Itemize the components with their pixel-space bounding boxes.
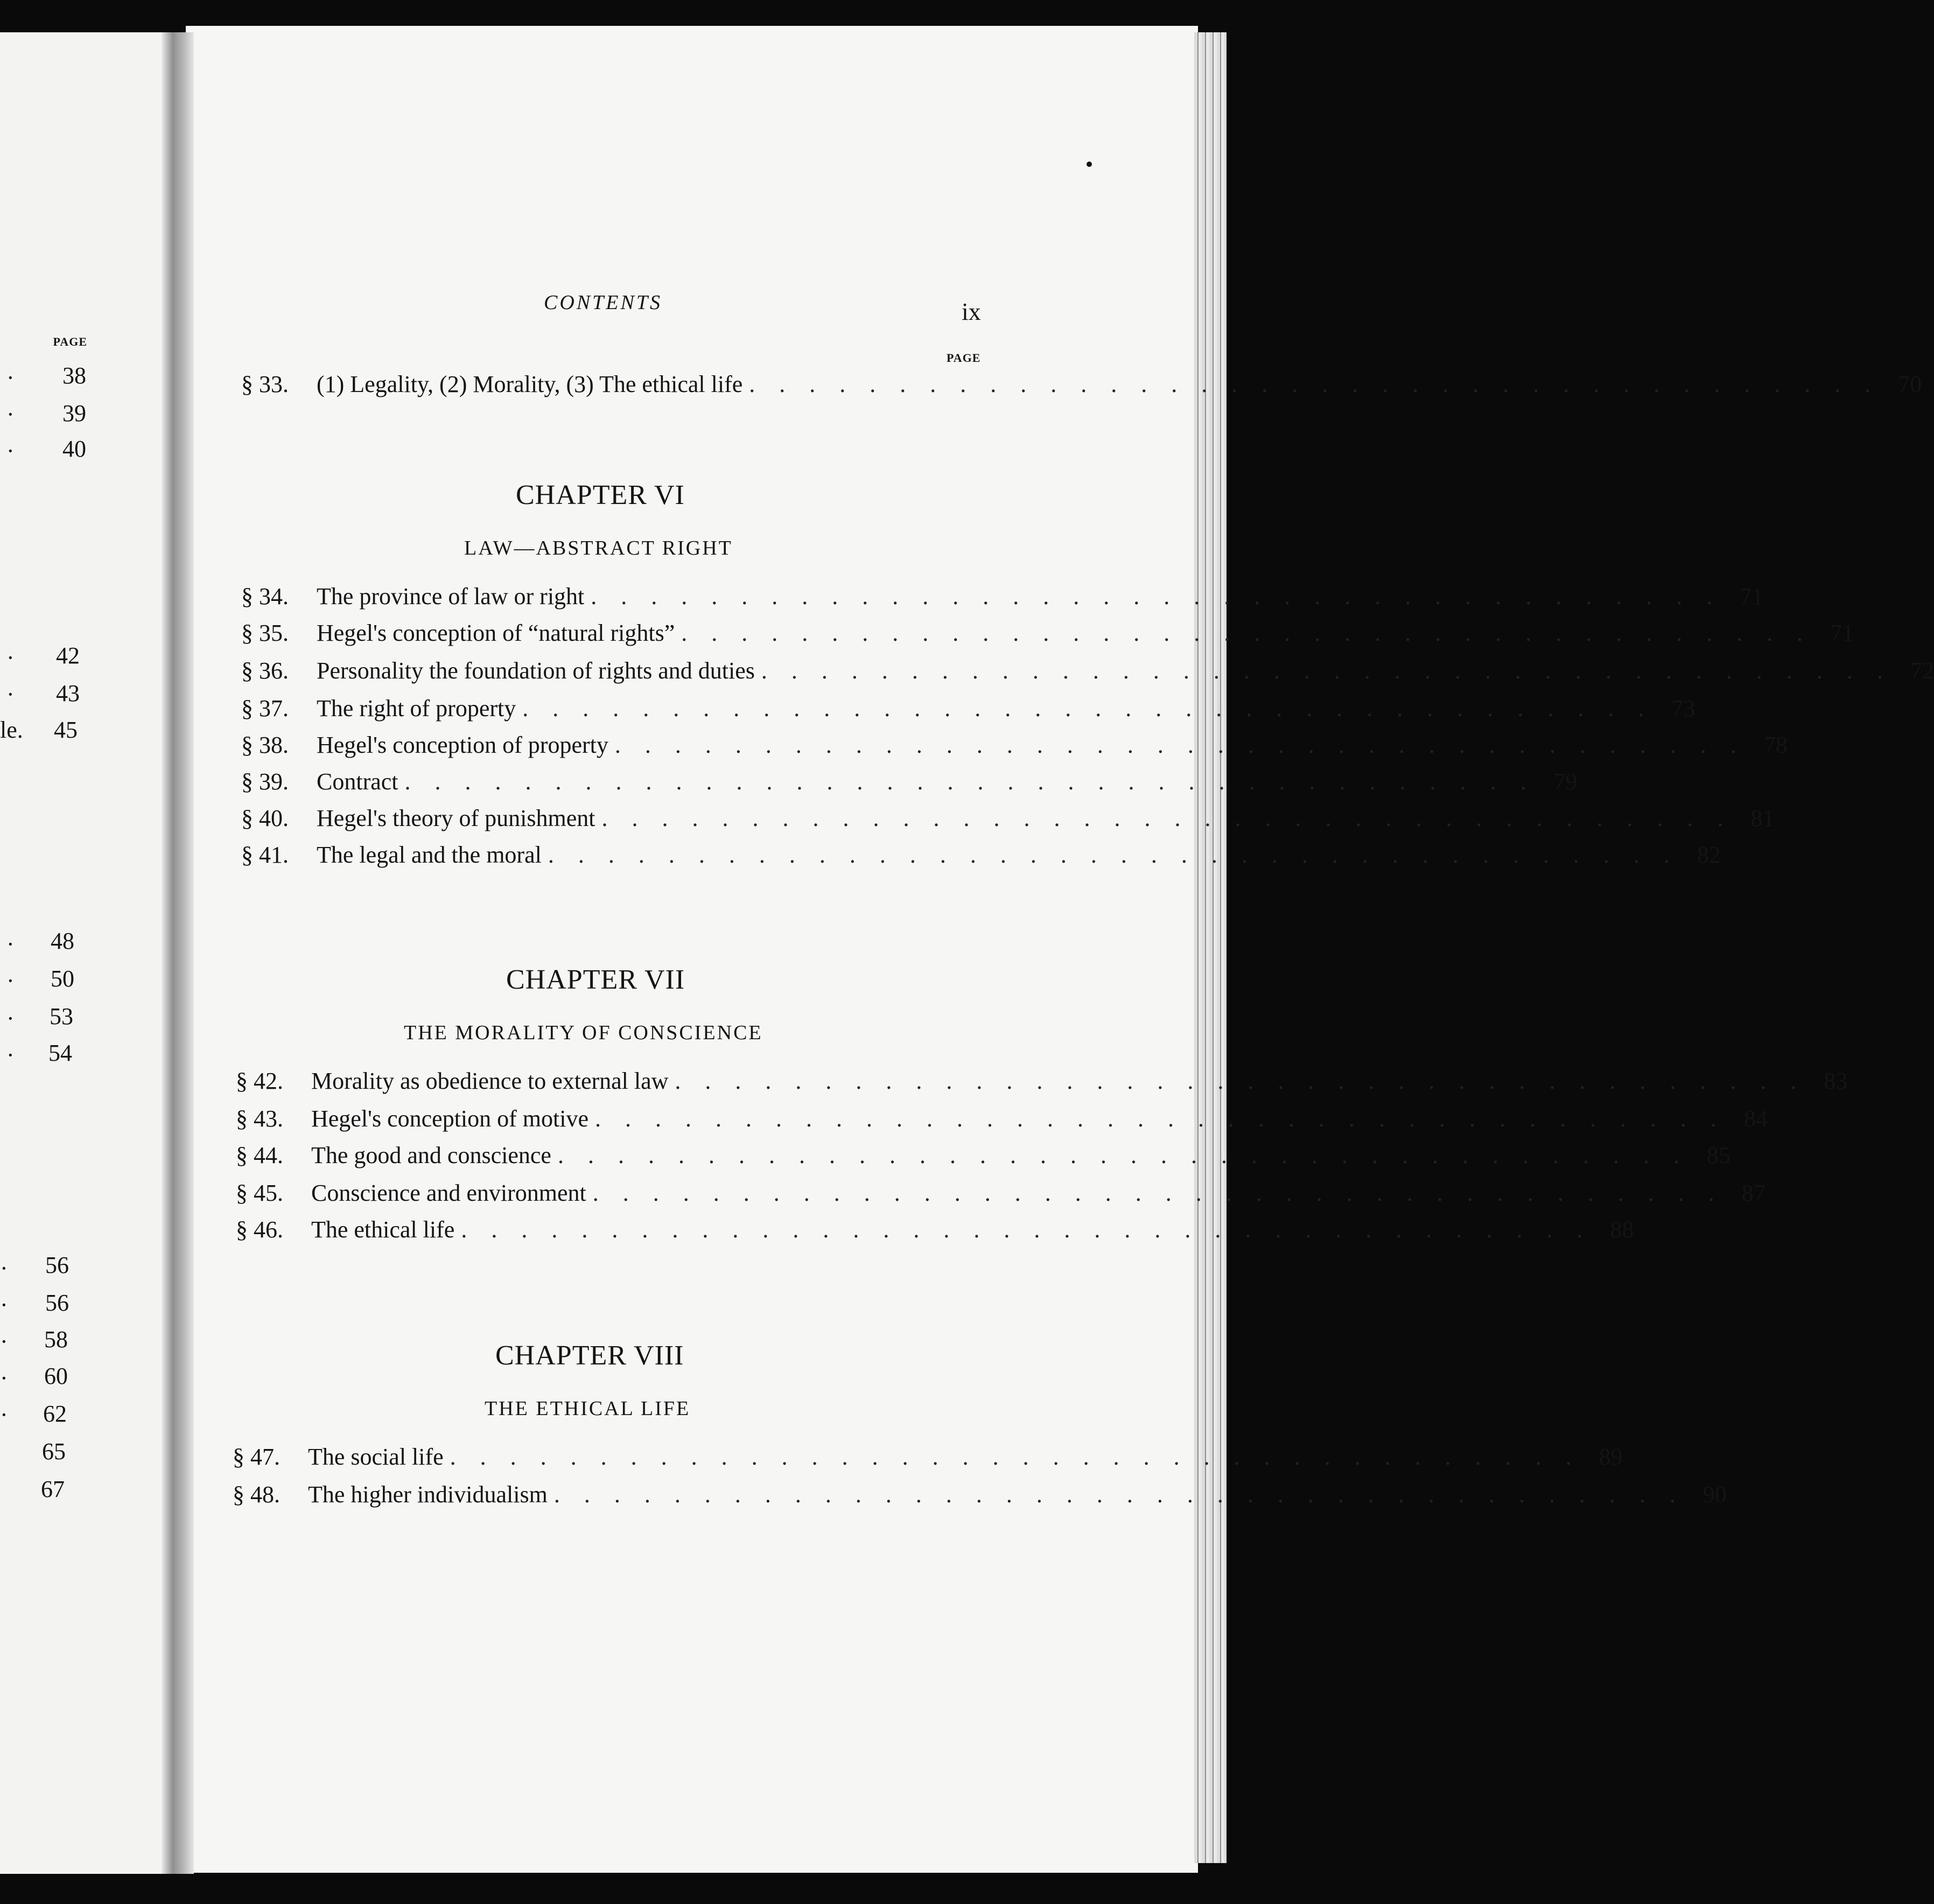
page-number: 90 (1702, 1481, 1727, 1508)
toc-entry (236, 1179, 1765, 1207)
section-number: § 42. (236, 1068, 283, 1094)
entry-title: The legal and the moral (317, 842, 542, 868)
leader-dot: · (6, 968, 15, 994)
page-number: 73 (1671, 695, 1695, 722)
toc-entry (236, 1216, 1634, 1243)
dot-leader: . . . . . . . . . . . . . . . . . . . . . . . . . . . . . . . . . . . . . . (601, 805, 1733, 831)
leader-dot: · (6, 681, 15, 708)
page-number: 85 (1706, 1142, 1730, 1168)
leader-dot: · (6, 1005, 15, 1032)
leader-dot: · (6, 931, 15, 957)
toc-entry (241, 583, 1764, 610)
print-speck (1087, 162, 1092, 167)
section-number: § 44. (236, 1142, 283, 1168)
toc-entry (241, 768, 1578, 795)
leader-dot: · (0, 1328, 8, 1355)
left-page-content (0, 0, 171, 1904)
page-number: 84 (1744, 1105, 1768, 1132)
page-number: 81 (1750, 805, 1775, 831)
dot-leader: . . . . . . . . . . . . . . . . . . . . . . . . . . . . . . . . . . . . . . (675, 1068, 1806, 1094)
left-page-number: 42 (56, 642, 80, 669)
entry-title: The right of property (317, 695, 516, 722)
entry-title: Hegel's conception of “natural rights” (317, 620, 675, 646)
section-number: § 47. (233, 1444, 280, 1470)
left-page-number: 38 (62, 362, 86, 389)
entry-title: Hegel's conception of motive (311, 1105, 589, 1132)
entry-title: Morality as obedience to external law (311, 1068, 669, 1094)
chapter-title: CHAPTER VIII (495, 1340, 684, 1371)
entry-title: Personality the foundation of rights and duties (317, 657, 755, 684)
entry-title: Hegel's theory of punishment (317, 805, 595, 831)
running-title: CONTENTS (544, 291, 662, 314)
section-number: § 34. (241, 583, 289, 610)
toc-entry (233, 1481, 1727, 1508)
entry-title: Hegel's conception of property (317, 732, 608, 758)
toc-entry (236, 1142, 1730, 1169)
toc-entry (241, 370, 1922, 398)
entry-title: The ethical life (311, 1216, 455, 1243)
toc-entry (236, 1067, 1848, 1095)
section-number: § 36. (241, 657, 289, 684)
page-number: 78 (1763, 732, 1788, 758)
left-page-number: 39 (62, 400, 86, 426)
leader-dot: · (6, 401, 15, 428)
dot-leader: . . . . . . . . . . . . . . . . . . . . . . . . . . . . . . . . . . . . . . (404, 768, 1536, 795)
leader-dot: · (6, 438, 15, 464)
section-number: § 40. (241, 805, 289, 831)
dot-leader: . . . . . . . . . . . . . . . . . . . . . . . . . . . . . . . . . . . . . . (749, 371, 1880, 397)
chapter-subtitle: LAW—ABSTRACT RIGHT (464, 537, 733, 559)
entry-title: Conscience and environment (311, 1180, 586, 1206)
page-edges (1194, 32, 1227, 1863)
page-number: 79 (1553, 768, 1578, 795)
leader-dot: · (0, 1292, 8, 1318)
left-page-number: 53 (50, 1003, 73, 1030)
dot-leader: . . . . . . . . . . . . . . . . . . . . . . . . . . . . . . . . . . . . . . (592, 1180, 1723, 1206)
left-page-number: 54 (48, 1040, 72, 1066)
dot-leader: . . . . . . . . . . . . . . . . . . . . . . . . . . . . . . . . . . . . . . (595, 1105, 1726, 1132)
dot-leader: . . . . . . . . . . . . . . . . . . . . . . . . . . . . . . . . . . . . . . (450, 1444, 1581, 1470)
dot-leader: . . . . . . . . . . . . . . . . . . . . . . . . . . . . . . . . . . . . . . (591, 583, 1722, 610)
toc-entry (241, 804, 1775, 832)
page-number: 82 (1697, 842, 1721, 868)
page-folio: ix (962, 298, 981, 325)
dot-leader: . . . . . . . . . . . . . . . . . . . . . . . . . . . . . . . . . . . . . . (761, 657, 1892, 684)
entry-title: The province of law or right (317, 583, 585, 610)
page-number: 71 (1740, 583, 1764, 610)
left-page-number: 65 (42, 1438, 66, 1465)
toc-entry (241, 695, 1695, 722)
dot-leader: . . . . . . . . . . . . . . . . . . . . . . . . . . . . . . . . . . . . . . (553, 1481, 1685, 1508)
entry-title: (1) Legality, (2) Morality, (3) The ethical life (317, 371, 743, 397)
page-number: 70 (1898, 371, 1922, 397)
toc-entry (233, 1443, 1623, 1471)
dot-leader: . . . . . . . . . . . . . . . . . . . . . . . . . . . . . . . . . . . . . . (681, 620, 1812, 646)
toc-entry (241, 619, 1854, 647)
chapter-subtitle: THE MORALITY OF CONSCIENCE (404, 1021, 763, 1044)
chapter-title: CHAPTER VII (506, 964, 685, 995)
section-number: § 48. (233, 1481, 280, 1508)
left-page-number: 48 (51, 928, 74, 954)
left-page-number: 58 (44, 1326, 68, 1353)
leader-dot: · (0, 1402, 8, 1428)
page-column-label: PAGE (947, 351, 981, 365)
entry-title: The higher individualism (308, 1481, 548, 1508)
left-page-number: 45 (54, 717, 78, 743)
dot-leader: . . . . . . . . . . . . . . . . . . . . . . . . . . . . . . . . . . . . . . (557, 1142, 1688, 1168)
left-page-number: 56 (45, 1252, 69, 1278)
toc-entry (241, 841, 1721, 869)
toc-entry (241, 731, 1788, 759)
page-number: 87 (1741, 1180, 1765, 1206)
left-page-label: PAGE (53, 335, 87, 348)
entry-title: Contract (317, 768, 398, 795)
leader-dot: · (0, 1365, 8, 1391)
toc-entry (236, 1105, 1768, 1132)
dot-leader: . . . . . . . . . . . . . . . . . . . . . . . . . . . . . . . . . . . . . . (522, 695, 1653, 722)
left-page-number: 56 (45, 1290, 69, 1316)
page-number: 71 (1830, 620, 1854, 646)
entry-title: The good and conscience (311, 1142, 551, 1168)
left-page-number: 50 (51, 965, 74, 992)
dot-leader: . . . . . . . . . . . . . . . . . . . . . . . . . . . . . . . . . . . . . . (548, 842, 1679, 868)
page-number: 83 (1824, 1068, 1848, 1094)
page-number: 88 (1610, 1216, 1634, 1243)
left-page-number: 67 (41, 1476, 65, 1502)
page-number: 72 (1910, 657, 1934, 684)
left-page-number: 43 (56, 680, 80, 706)
chapter-title: CHAPTER VI (516, 480, 685, 510)
section-number: § 41. (241, 842, 289, 868)
leader-dot: · (6, 365, 15, 391)
section-number: § 35. (241, 620, 289, 646)
dot-leader: . . . . . . . . . . . . . . . . . . . . . . . . . . . . . . . . . . . . . . (461, 1216, 1592, 1243)
leader-dot: · (6, 645, 15, 671)
leader-dot: · (6, 1042, 15, 1068)
left-page-fragment: le. (0, 717, 23, 743)
section-number: § 39. (241, 768, 289, 795)
section-number: § 45. (236, 1180, 283, 1206)
toc-entry (241, 657, 1934, 684)
left-page-number: 62 (43, 1401, 67, 1427)
leader-dot: · (0, 1255, 8, 1282)
page-number: 89 (1599, 1444, 1623, 1470)
chapter-subtitle: THE ETHICAL LIFE (485, 1397, 691, 1420)
section-number: § 33. (241, 371, 289, 397)
left-page-number: 60 (44, 1363, 68, 1389)
section-number: § 46. (236, 1216, 283, 1243)
section-number: § 43. (236, 1105, 283, 1132)
entry-title: The social life (308, 1444, 444, 1470)
dot-leader: . . . . . . . . . . . . . . . . . . . . . . . . . . . . . . . . . . . . . . (614, 732, 1746, 758)
section-number: § 38. (241, 732, 289, 758)
right-page (186, 26, 1198, 1873)
section-number: § 37. (241, 695, 289, 722)
left-page-number: 40 (62, 436, 86, 462)
